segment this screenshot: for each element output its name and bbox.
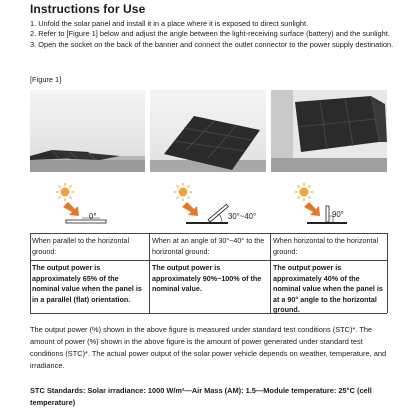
angle-diagram-30-40 xyxy=(150,176,266,232)
sun-icon xyxy=(174,183,192,201)
photo-flat-panel xyxy=(30,90,145,172)
photo-angled-panel xyxy=(150,90,266,172)
angle-label-90: 90° xyxy=(332,210,344,219)
arrow-icon xyxy=(63,202,79,216)
angle-label-0: 0° xyxy=(89,212,97,221)
angle-label-30-40: 30°~40° xyxy=(228,212,257,221)
angle-diagram-0 xyxy=(30,176,145,232)
instruction-steps xyxy=(30,19,400,50)
angle-diagram-90 xyxy=(271,176,387,232)
divider xyxy=(30,233,387,234)
result-angled: The output power is approximately 90%~100% of the nominal value. xyxy=(152,263,262,294)
divider xyxy=(149,233,150,313)
arrow-icon xyxy=(182,202,198,216)
stc-note: The output power (%) shown in the above figure is measured under standard test conditions (STC)*. The amount of power (%) shown in the above figure is the amount of power generated under standard test conditions (STC)*. The actual power output of the solar power vehicle depends on weather, temperature, and irradiance. xyxy=(30,325,387,370)
figure-label: [Figure 1] xyxy=(30,75,62,84)
result-flat: The output power is approximately 65% of the nominal value when the panel is in a parallel (flat) orientation. xyxy=(32,263,142,304)
condition-flat: When parallel to the horizontal ground: xyxy=(32,236,130,256)
stc-standards: STC Standards: Solar irradiance: 1000 W/m²—Air Mass (AM): 1.5—Module temperature: 25°C (cell temperature) xyxy=(30,386,372,407)
sun-icon xyxy=(295,183,313,201)
divider xyxy=(30,260,387,261)
photo-vertical-panel xyxy=(271,90,387,172)
arrow-icon xyxy=(304,202,320,216)
page-title: Instructions for Use xyxy=(30,2,146,16)
condition-vertical: When horizontal to the horizontal ground: xyxy=(273,236,379,256)
step-3: 3. Open the socket on the back of the banner and connect the outlet connector to the power supply destination. xyxy=(30,39,394,49)
divider xyxy=(30,233,31,313)
result-vertical: The output power is approximately 40% of the nominal value when the panel is at a 90° angle to the horizontal ground. xyxy=(273,263,383,315)
divider xyxy=(270,233,271,313)
step-2: 2. Refer to [Figure 1] below and adjust the angle between the light-receiving surface (battery) and the sunlight. xyxy=(30,29,390,39)
step-1: 1. Unfold the solar panel and install it in a place where it is exposed to direct sunlight. xyxy=(30,19,309,28)
sun-icon xyxy=(56,183,74,201)
condition-angled: When at an angle of 30°~40° to the horizontal ground: xyxy=(152,236,265,256)
